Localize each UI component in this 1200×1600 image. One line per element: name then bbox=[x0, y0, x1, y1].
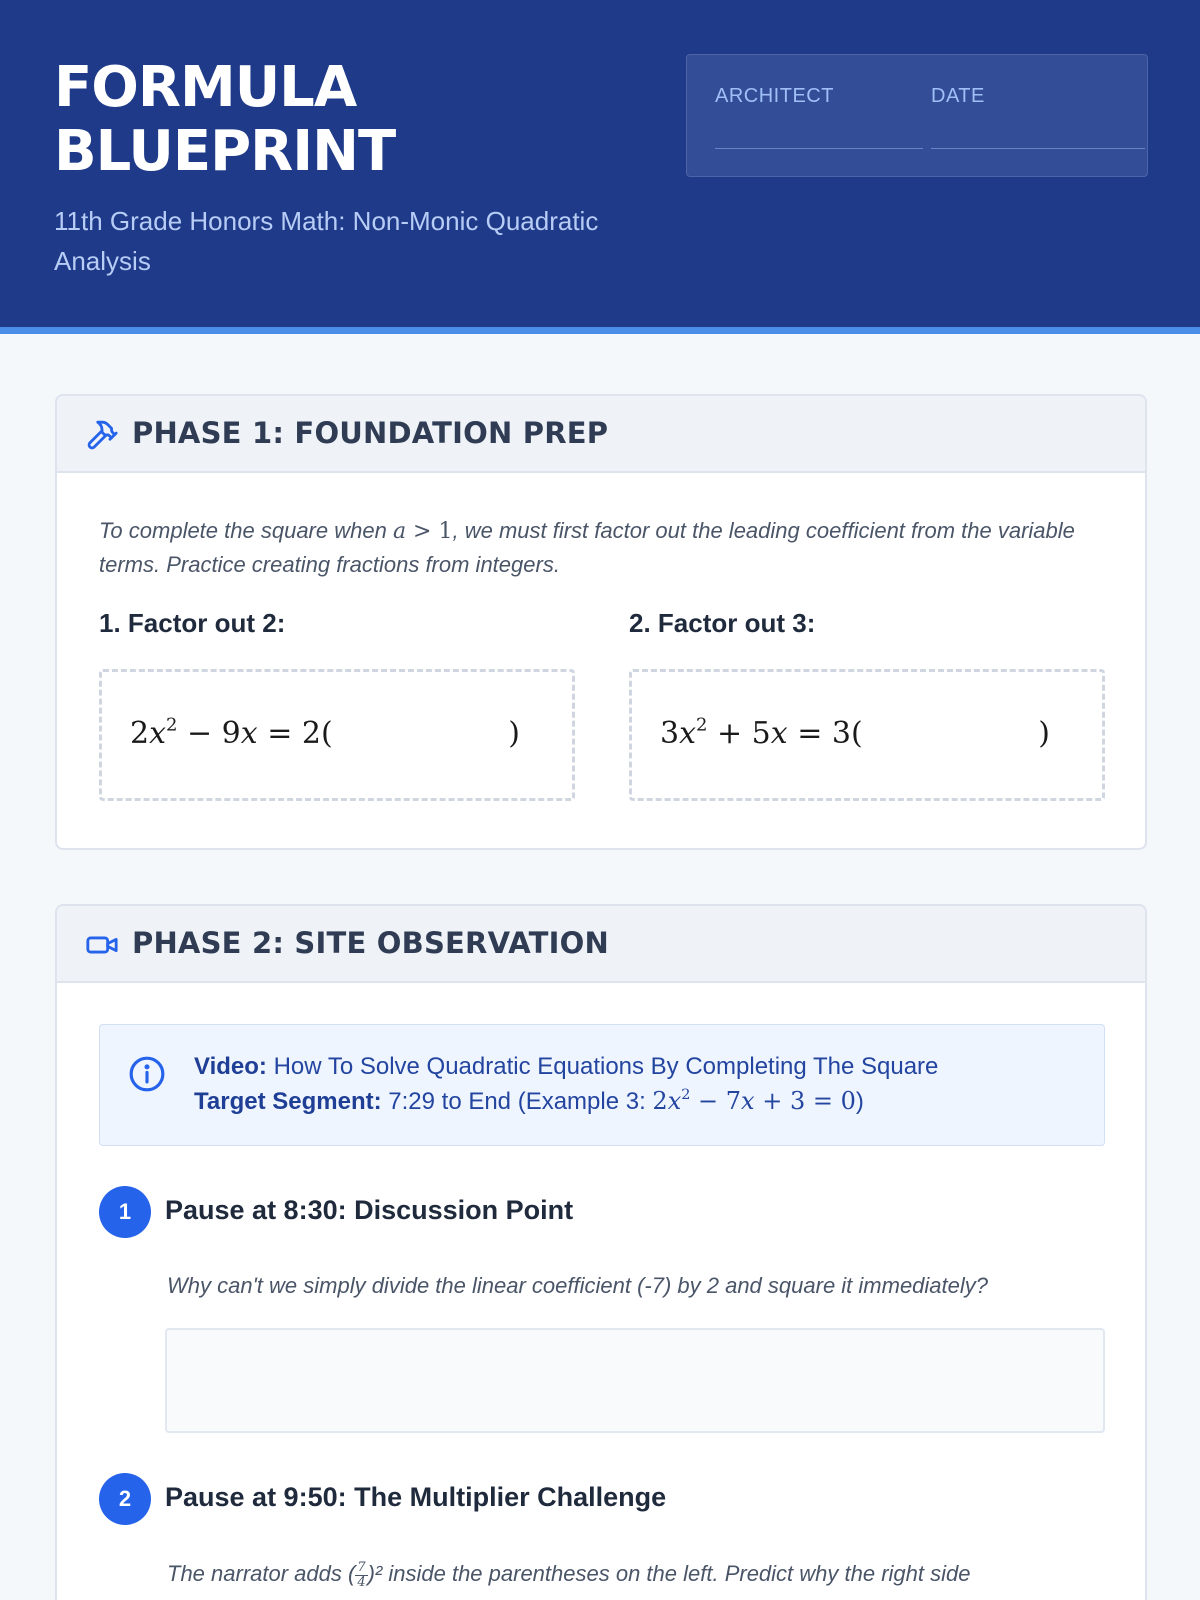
architect-field[interactable] bbox=[715, 148, 923, 149]
title-line-2: BLUEPRINT bbox=[54, 119, 396, 184]
phase-1-intro bbox=[99, 514, 1109, 581]
question-2-label: 2. Factor out 3: bbox=[629, 608, 816, 638]
page-subtitle: 11th Grade Honors Math: Non-Monic Quadratic Analysis bbox=[54, 206, 599, 276]
question-1-label: 1. Factor out 2: bbox=[99, 608, 286, 638]
video-info-box bbox=[99, 1024, 1105, 1146]
question-1-close-paren: ) bbox=[508, 716, 520, 751]
step-1-badge: 1 bbox=[99, 1186, 151, 1238]
phase-2-card bbox=[55, 904, 1147, 1600]
segment-end: ) bbox=[855, 1088, 864, 1115]
phase-1-card bbox=[55, 394, 1147, 850]
phase-1-header bbox=[57, 396, 1145, 473]
architect-label: ARCHITECT bbox=[715, 85, 834, 107]
question-2-close-paren: ) bbox=[1038, 716, 1050, 751]
video-line bbox=[194, 1053, 938, 1081]
segment-equation: $2x^2 - 7x + 3 = 0$ bbox=[652, 1086, 856, 1115]
intro-text-after: , we must first factor out the leading coefficient from the variable terms. Practice creating fractions from integers. bbox=[99, 518, 1075, 577]
step-1-answer-field[interactable] bbox=[165, 1328, 1105, 1433]
question-1-equation: $2x^2 - 9x = 2$( bbox=[130, 714, 333, 751]
video-camera-icon bbox=[85, 928, 119, 962]
step-1-question: Why can't we simply divide the linear coefficient (-7) by 2 and square it immediately? bbox=[167, 1273, 989, 1298]
phase-2-header bbox=[57, 906, 1145, 983]
step-2-question bbox=[167, 1558, 1117, 1590]
segment-label: Target Segment: bbox=[194, 1088, 382, 1115]
step-2-fraction bbox=[355, 1561, 367, 1590]
segment-line bbox=[194, 1087, 864, 1116]
date-field[interactable] bbox=[931, 148, 1145, 149]
fraction-numerator: 7 bbox=[357, 1559, 366, 1575]
meta-box bbox=[686, 54, 1148, 177]
title-line-1: FORMULA bbox=[54, 55, 357, 120]
info-icon bbox=[128, 1055, 166, 1093]
step-2-title: Pause at 9:50: The Multiplier Challenge bbox=[165, 1482, 667, 1512]
date-label: DATE bbox=[931, 85, 985, 107]
intro-text-before: To complete the square when bbox=[99, 518, 393, 543]
intro-math-a: a bbox=[392, 519, 407, 544]
video-label: Video: bbox=[194, 1053, 267, 1080]
page-header bbox=[0, 0, 1200, 334]
step-1-title: Pause at 8:30: Discussion Point bbox=[165, 1195, 574, 1225]
phase-2-title: PHASE 2: SITE OBSERVATION bbox=[132, 926, 609, 960]
segment-text: 7:29 to End (Example 3: bbox=[388, 1088, 653, 1115]
question-2-equation: $3x^2 + 5x = 3$( bbox=[660, 714, 863, 751]
phase-1-title: PHASE 1: FOUNDATION PREP bbox=[132, 416, 609, 450]
intro-math-rest: > 1 bbox=[406, 519, 453, 544]
video-title[interactable]: How To Solve Quadratic Equations By Completing The Square bbox=[273, 1053, 939, 1080]
step-2-question-after: )² inside the parentheses on the left. Predict why the right side bbox=[367, 1561, 971, 1586]
step-2-question-before: The narrator adds ( bbox=[167, 1561, 356, 1586]
hammer-icon bbox=[85, 418, 119, 452]
step-2-badge: 2 bbox=[99, 1473, 151, 1525]
page-title bbox=[54, 56, 395, 184]
fraction-denominator: 4 bbox=[357, 1574, 366, 1590]
question-2-answer-box[interactable] bbox=[629, 669, 1105, 801]
question-1-answer-box[interactable] bbox=[99, 669, 575, 801]
